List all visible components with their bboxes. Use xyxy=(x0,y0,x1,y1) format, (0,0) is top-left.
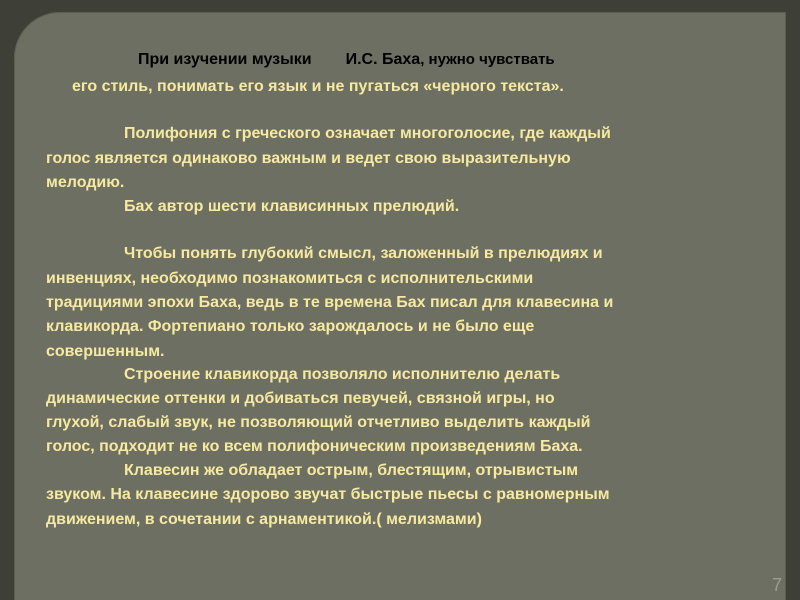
intro-phrase-end: , нужно чувствать xyxy=(420,51,555,68)
body-line-10: Строение клавикорда позволяло исполнителю делать xyxy=(124,366,561,383)
body-line-16: движением, в сочетании с арнаментикой.( мелизмами) xyxy=(46,511,482,528)
body-line-9: совершенным. xyxy=(46,343,165,360)
intro-phrase: При изучении музыки xyxy=(138,51,312,68)
body-line-13: голос, подходит не ко всем полифоническим произведениям Баха. xyxy=(46,438,583,455)
body-line-4: Бах автор шести клависинных прелюдий. xyxy=(124,198,460,215)
composer-name: И.С. Баха xyxy=(345,51,421,68)
body-line-12: глухой, слабый звук, не позволяющий отчетливо выделить каждый xyxy=(46,414,591,431)
body-line-3: мелодию. xyxy=(46,174,125,191)
body-line-15: звуком. На клавесине здорово звучат быстрые пьесы с равномерным xyxy=(46,486,610,503)
body-line-11: динамические оттенки и добиваться певучей, связной игры, но xyxy=(46,390,555,407)
body-line-7: традициями эпохи Баха, ведь в те времена Бах писал для клавесина и xyxy=(46,294,614,311)
intro-line-2: его стиль, понимать его язык и не пугаться «черного текста». xyxy=(72,78,564,95)
body-line-5: Чтобы понять глубокий смысл, заложенный в прелюдиях и xyxy=(124,245,603,262)
page-number: 7 xyxy=(771,575,782,595)
intro-line-1 xyxy=(138,51,555,69)
body-line-6: инвенциях, необходимо познакомиться с исполнительскими xyxy=(46,270,534,287)
body-line-8: клавикорда. Фортепиано только зарождалось и не было еще xyxy=(46,318,535,335)
body-line-1: Полифония с греческого означает многоголосие, где каждый xyxy=(124,125,611,142)
body-line-14: Клавесин же обладает острым, блестящим, отрывистым xyxy=(124,462,579,479)
body-line-2: голос является одинаково важным и ведет свою выразительную xyxy=(46,150,571,167)
